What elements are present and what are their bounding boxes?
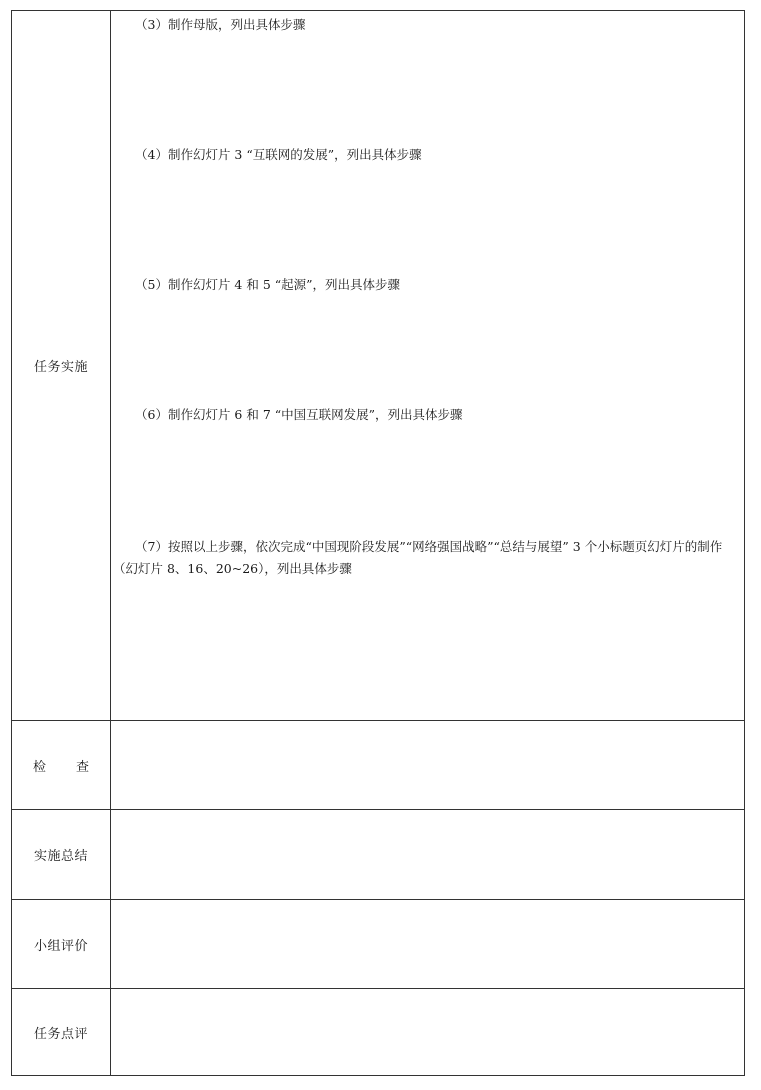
label-text: 实施总结 (33, 849, 88, 864)
implementation-content (111, 11, 744, 720)
step-5: （5）制作幻灯片 4 和 5 “起源”，列出具体步骤 (135, 277, 401, 292)
group-eval-content[interactable] (111, 900, 744, 988)
label-text: 检查 (32, 759, 119, 775)
row-label-implementation (12, 11, 111, 720)
row-label-check (12, 721, 119, 809)
label-text: 任务实施 (33, 360, 88, 375)
row-summary (12, 809, 744, 899)
row-review (12, 988, 744, 1075)
row-label-review (12, 989, 111, 1075)
row-implementation (12, 11, 744, 720)
task-table (11, 10, 745, 1076)
row-group-eval (12, 899, 744, 988)
summary-content[interactable] (111, 810, 744, 899)
row-check (12, 720, 744, 809)
review-content[interactable] (111, 989, 744, 1075)
label-text: 小组评价 (33, 938, 88, 954)
row-label-summary (12, 810, 111, 899)
step-7: （7）按照以上步骤，依次完成“中国现阶段发展”“网络强国战略”“总结与展望” 3 个小标题页幻灯片的制作（幻灯片 8、16、20~26），列出具体步骤 (113, 539, 723, 576)
step-4: （4）制作幻灯片 3 “互联网的发展”，列出具体步骤 (135, 147, 422, 162)
check-content[interactable] (111, 721, 744, 809)
row-label-group-eval (12, 900, 111, 988)
step-3: （3）制作母版，列出具体步骤 (135, 17, 306, 32)
step-6: （6）制作幻灯片 6 和 7 “中国互联网发展”，列出具体步骤 (135, 407, 463, 422)
label-text: 任务点评 (33, 1026, 88, 1042)
